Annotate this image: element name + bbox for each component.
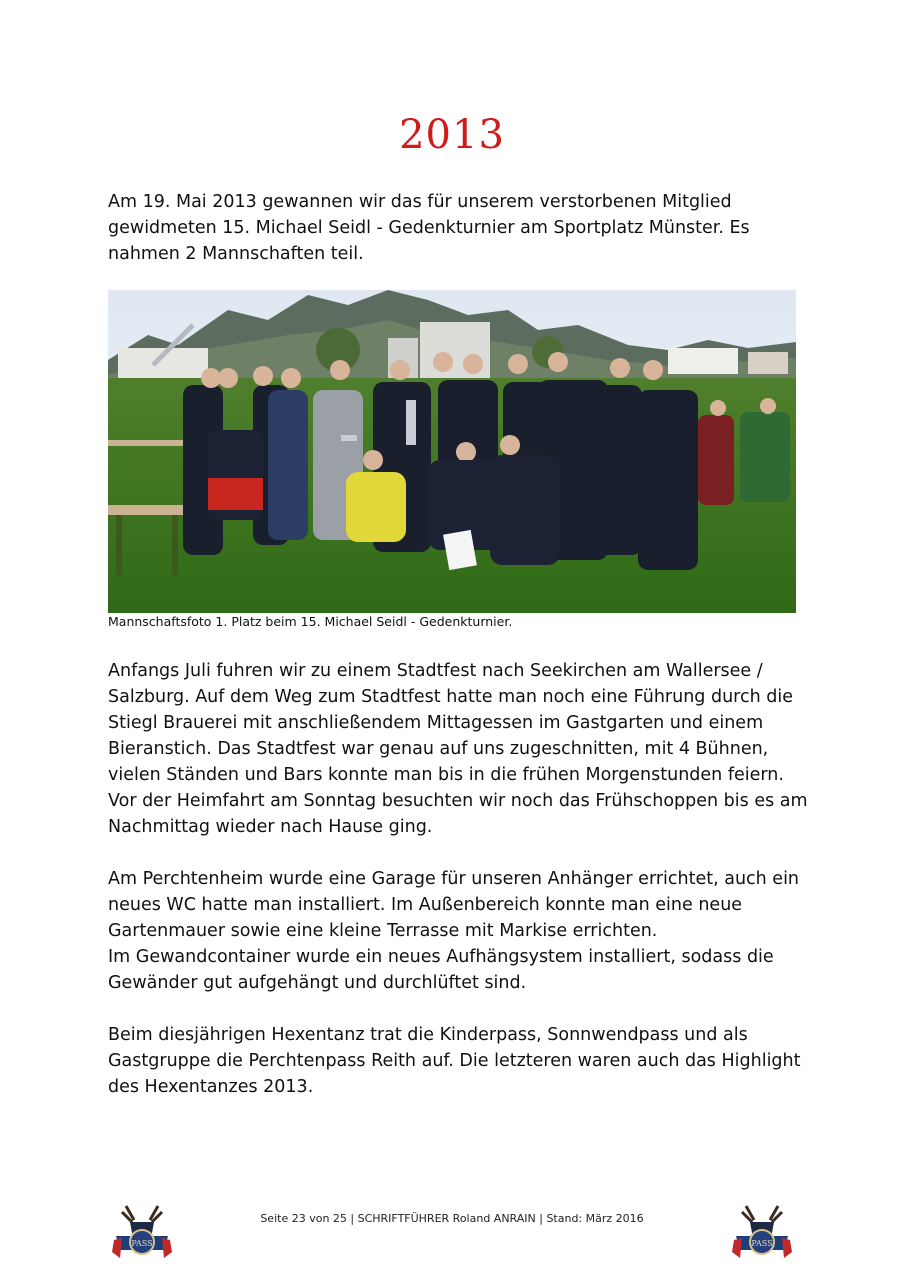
paragraph-perchtenheim-part2: Im Gewandcontainer wurde ein neues Aufhängsystem installiert, sodass die Gewänder gut aufgehängt und durchlüftet sind. — [108, 947, 774, 993]
photo-caption: Mannschaftsfoto 1. Platz beim 15. Michael Seidl - Gedenkturnier. — [108, 614, 513, 629]
paragraph-perchtenheim-part1: Am Perchtenheim wurde eine Garage für unseren Anhänger errichtet, auch ein neues WC hatte man installiert. Im Außenbereich konnte man eine neue Gartenmauer sowie eine kleine Terrasse mit Markise errichten. — [108, 869, 800, 941]
perchtenpass-logo-icon — [110, 1200, 174, 1266]
paragraph-stadtfest: Anfangs Juli fuhren wir zu einem Stadtfest nach Seekirchen am Wallersee / Salzburg. Auf dem Weg zum Stadtfest hatte man noch eine Führung durch die Stiegl Brauerei mit anschließendem Mittagessen im Gastgarten und einem Bieranstich. Das Stadtfest war genau auf uns zugeschnitten, mit 4 Bühnen, vielen Ständen und Bars konnte man bis in die frühen Morgenstunden feiern. Vor der Heimfahrt am Sonntag besuchten wir noch das Frühschoppen bis es am Nachmittag wieder nach Hause ging. — [108, 661, 808, 837]
paragraph-perchtenheim — [108, 866, 808, 996]
page-title: 2013 — [399, 112, 505, 158]
svg-text:PASS: PASS — [751, 1239, 773, 1248]
paragraph-tournament: Am 19. Mai 2013 gewannen wir das für unserem verstorbenen Mitglied gewidmeten 15. Michael Seidl - Gedenkturnier am Sportplatz Münster. Es nahmen 2 Mannschaften teil. — [108, 192, 750, 264]
perchtenpass-logo-icon — [730, 1200, 794, 1266]
footer-text: Seite 23 von 25 | SCHRIFTFÜHRER Roland ANRAIN | Stand: März 2016 — [260, 1212, 644, 1225]
svg-text:PASS: PASS — [131, 1239, 153, 1248]
paragraph-hexentanz: Beim diesjährigen Hexentanz trat die Kinderpass, Sonnwendpass und als Gastgruppe die Perchtenpass Reith auf. Die letzteren waren auch das Highlight des Hexentanzes 2013. — [108, 1025, 801, 1097]
team-photo — [108, 290, 796, 613]
